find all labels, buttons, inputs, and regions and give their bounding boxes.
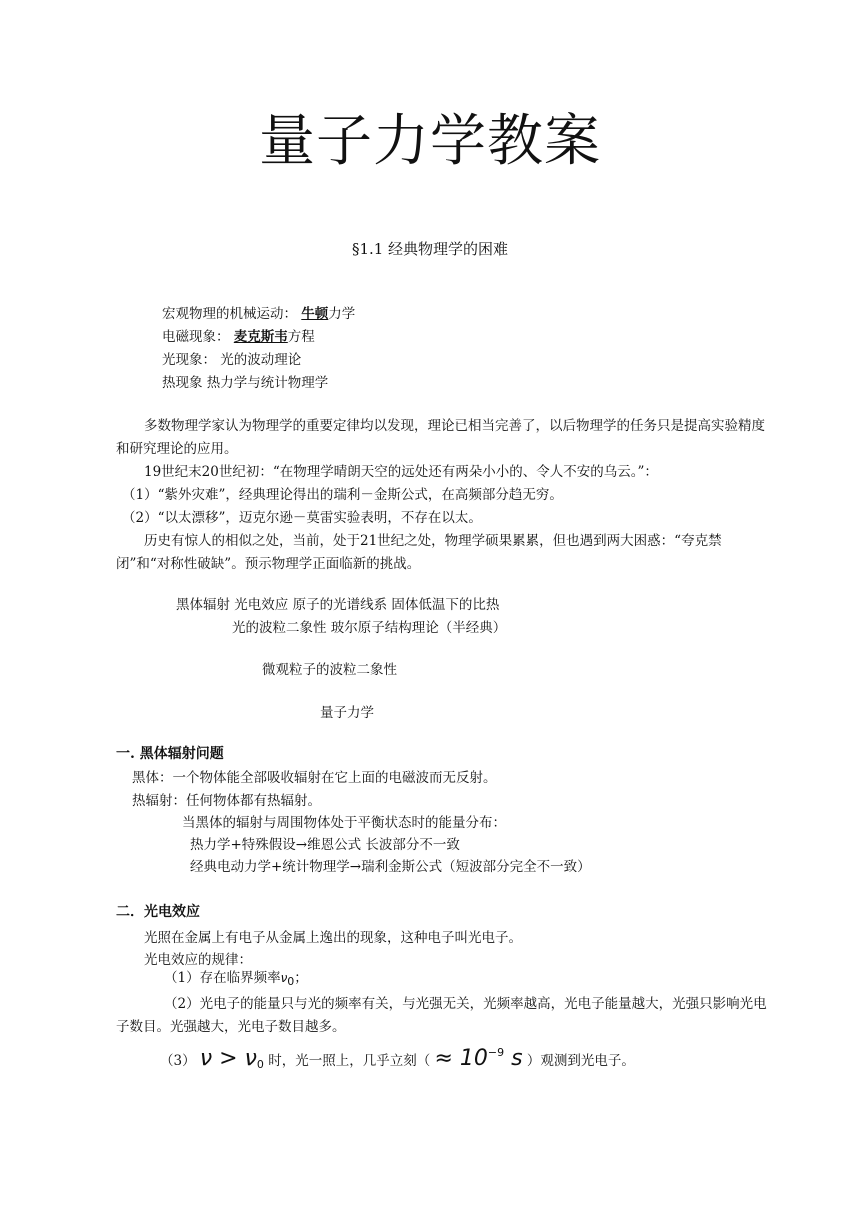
photoelectric-heading: 二．光电效应	[116, 904, 200, 920]
maxwell-term: 麦克斯韦	[233, 329, 288, 345]
em-suffix: 方程	[287, 329, 315, 345]
rule-1-suffix: ；	[294, 970, 308, 986]
nu-symbol: ν	[280, 971, 288, 985]
light-line: 光现象： 光的波动理论	[162, 352, 302, 368]
section-title: §1.1 经典物理学的困难	[351, 240, 509, 258]
nu-subscript: 0	[256, 1058, 264, 1071]
document-title: 量子力学教案	[259, 109, 601, 174]
em-label: 电磁现象：	[162, 329, 230, 345]
blackbody-heading: 一. 黑体辐射问题	[116, 746, 224, 762]
mechanics-suffix: 力学	[328, 306, 356, 322]
photoelectric-paragraph-1: 光照在金属上有电子从金属上逸出的现象，这种电子叫光电子。	[144, 930, 522, 946]
time-estimate	[435, 1046, 523, 1071]
nu0-symbol	[280, 971, 295, 988]
seconds-unit: s	[511, 1046, 523, 1071]
flow-line-3: 微观粒子的波粒二象性	[262, 662, 397, 678]
equilibrium-statement: 当黑体的辐射与周围物体处于平衡状态时的能量分布：	[182, 815, 506, 831]
rule-2: （2）光电子的能量只与光的频率有关，与光强无关，光频率越高，光电子能量越大，光强只影响光电子数目。光强越大，光电子数目越多。	[116, 996, 767, 1035]
flow-line-4: 量子力学	[320, 705, 374, 721]
electromagnetism-line	[162, 329, 315, 345]
blackbody-definition: 黑体：一个物体能全部吸收辐射在它上面的电磁波而无反射。	[132, 770, 497, 786]
heat-line: 热现象 热力学与统计物理学	[162, 375, 329, 391]
rule-3-suffix: ）观测到光电子。	[526, 1053, 635, 1069]
ultraviolet-catastrophe: （1）“紫外灾难”，经典理论得出的瑞利－金斯公式，在高频部分趋无穷。	[122, 487, 563, 503]
greater-than: >	[212, 1046, 245, 1071]
newton-term: 牛顿	[301, 306, 329, 322]
rule-3-number: （3）	[160, 1053, 196, 1069]
flow-line-2: 光的波粒二象性 玻尔原子结构理论（半经典）	[232, 620, 507, 636]
rule-3	[160, 1046, 635, 1072]
exponent: −9	[487, 1046, 505, 1059]
rule-1	[164, 970, 308, 988]
rule-1-text: （1）存在临界频率	[164, 970, 281, 986]
nu-symbol: ν	[199, 1046, 213, 1071]
rule-3-text: 时，光一照上，几乎立刻（	[268, 1053, 431, 1069]
rayleigh-jeans-line: 经典电动力学+统计物理学→瑞利金斯公式（短波部分完全不一致）	[190, 859, 591, 875]
intro-paragraph-2: 19世纪末20世纪初：“在物理学晴朗天空的远处还有两朵小小的、令人不安的乌云。”：	[144, 464, 658, 480]
intro-paragraph-5: 历史有惊人的相似之处，当前，处于21世纪之处，物理学硕果累累，但也遇到两大困惑：“夸克禁闭”和“对称性破缺”。预示物理学正面临新的挑战。	[116, 533, 722, 572]
thermal-radiation-definition: 热辐射：任何物体都有热辐射。	[132, 793, 321, 809]
photoelectric-paragraph-2: 光电效应的规律：	[144, 952, 252, 968]
nu-symbol: ν	[244, 1046, 257, 1071]
intro-paragraph-1: 多数物理学家认为物理学的重要定律均以发现，理论已相当完善了，以后物理学的任务只是提高实验精度和研究理论的应用。	[116, 418, 765, 457]
nu-subscript: 0	[287, 975, 295, 988]
approx-ten: ≈ 10	[434, 1046, 488, 1071]
mechanics-label: 宏观物理的机械运动：	[162, 306, 297, 322]
ether-drift: （2）“以太漂移”，迈克尔逊－莫雷实验表明，不存在以太。	[122, 510, 482, 526]
flow-line-1: 黑体辐射 光电效应 原子的光谱线系 固体低温下的比热	[176, 597, 500, 613]
frequency-condition	[200, 1046, 264, 1071]
wien-formula-line: 热力学+特殊假设→维恩公式 长波部分不一致	[190, 837, 460, 853]
classical-mechanics-line	[162, 306, 355, 322]
